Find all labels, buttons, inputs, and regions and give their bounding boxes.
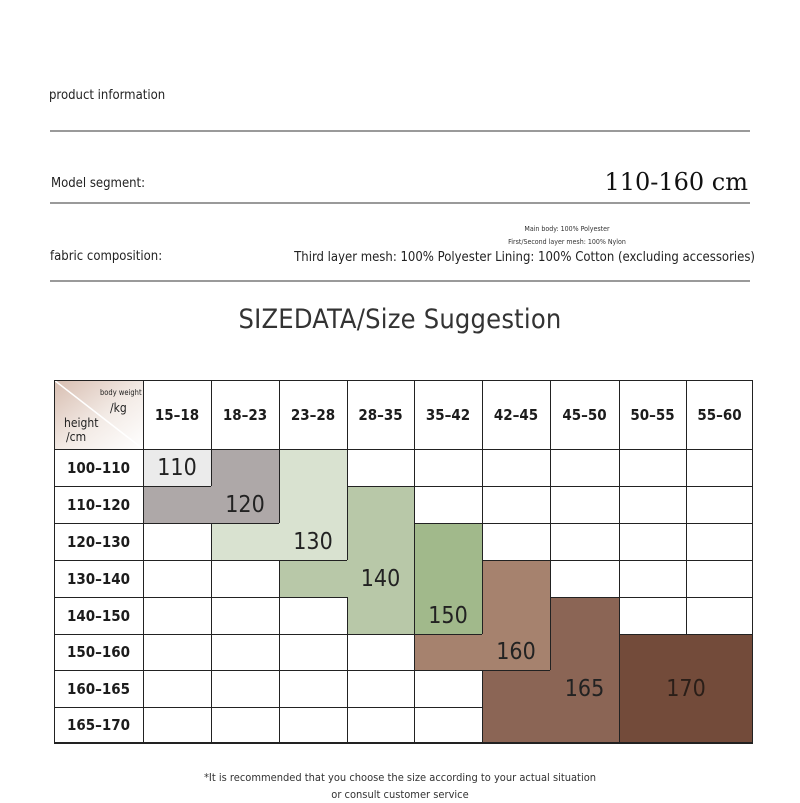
weight-label: body weight [100,388,142,397]
divider [50,202,750,204]
height-row-header: 150–160 [66,643,131,661]
model-segment-value: 110-160 cm [604,168,748,196]
weight-column-header: 42–45 [493,405,539,424]
weight-column-header: 45–50 [562,405,607,424]
product-information-heading: product information [49,88,166,103]
size-label-130: 130 [293,528,333,555]
fabric-main-note: Main body: 100% Polyester [524,225,610,233]
height-row-header: 110–120 [66,495,131,514]
footnote: *It is recommended that you choose the size according to your actual situation or consult customer service [203,771,597,801]
size-label-150: 150 [428,602,468,629]
height-row-header: 165–170 [66,716,131,734]
size-label-140: 140 [360,565,401,592]
size-chart-title: SIZEDATA/Size Suggestion [238,304,562,335]
fabric-composition-label: fabric composition: [50,249,163,264]
size-chart-grid [54,380,753,743]
weight-column-header: 50–55 [630,405,675,424]
weight-unit: /kg [110,401,127,415]
weight-column-header: 28–35 [358,405,403,424]
fabric-layers-note: First/Second layer mesh: 100% Nylon [508,238,626,246]
size-label-120: 120 [225,491,265,518]
height-unit: /cm [66,430,87,444]
weight-column-header: 55–60 [697,405,742,424]
weight-column-header: 23–28 [290,405,336,424]
size-label-110: 110 [157,454,197,481]
height-row-header: 100–110 [66,458,131,477]
model-segment-label: Model segment: [51,176,146,191]
height-row-header: 120–130 [66,532,131,551]
fabric-detail: Third layer mesh: 100% Polyester Lining: 100% Cotton (excluding accessories) [294,250,755,265]
height-row-header: 130–140 [66,569,131,588]
height-row-header: 140–150 [66,606,131,625]
height-row-header: 160–165 [66,679,131,698]
weight-column-header: 35–42 [425,405,471,424]
weight-column-header: 18–23 [222,405,268,424]
size-label-170: 170 [666,675,706,702]
size-label-165: 165 [564,675,605,702]
divider [50,280,750,282]
height-label: height [64,416,99,430]
divider [50,130,750,132]
weight-column-header: 15–18 [154,405,200,424]
size-label-160: 160 [496,639,536,665]
